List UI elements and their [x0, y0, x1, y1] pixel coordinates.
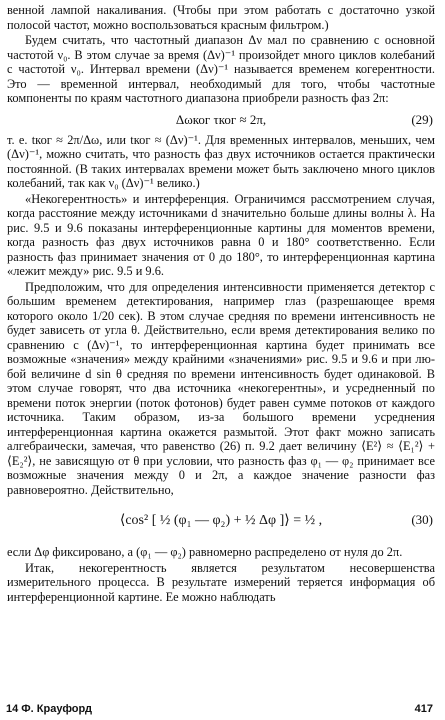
- page-body: [7, 3, 435, 604]
- paragraph-1: венной лампой накаливания. (Чтобы при этом работать с достаточно узкой полосой частот, можно воспользоваться красным фильтром.): [7, 3, 435, 32]
- page-footer: [6, 703, 433, 717]
- equation-29-expression: Δωког τког ≈ 2π,: [175, 111, 267, 127]
- paragraph-7: Итак, некогерентность является результатом несовершенства измерительного процесса. В результате измерений теряется информация об интерференционной картине. Ее можно наблюдать: [7, 560, 435, 604]
- equation-30: [7, 501, 435, 541]
- paragraph-6: если Δφ фиксировано, а (φ₁ — φ₂) равномерно распределено от нуля до 2π.: [7, 545, 403, 559]
- paragraph-5: Предположим, что для определения интенсивности применяется детектор с большим временем детектирования, например глаз (разрешающее время которого около 1/20 сек). В этом случае средняя по времени интенсивность не будет зависеть от угла θ. Действительно, если время детектирования велико по сравнению с (Δν)⁻¹, то интерференционная картина будет принимать все возможные «значения» между крайними «значениями» рис. 9.5 и 9.6 и при любой величине d sin θ средняя по времени интенсивность будет одинаковой. В этом случае говорят, что два источника «некогерентны», и усредненный по времени поток энергии (поток фотонов) будет равен сумме потоков от каждого источника. Таким образом, из-за большого времени усреднения интерференционная картина окажется размытой. Этот факт можно записать алгебраически, замечая, что равенство (26) п. 9.2 дает величину ⟨E²⟩ ≈ ⟨E₁²⟩ + ⟨E₂²⟩, не зависящую от θ при условии, что разность фаз φ₁ — φ₂ принимает все возможные значения между 0 и 2π, а каждое значение разности фаз равновероятно. Действительно,: [7, 279, 435, 497]
- paragraph-4: «Некогерентность» и интерференция. Ограничимся рассмотрением случая, когда расстояние между источниками d значительно больше длины волны λ. На рис. 9.5 и 9.6 показаны интерференционные картины для моментов времени, когда разность фаз двух источников равна 0 и 180° соответственно. Если разность фаз принимает значения от 0 до 180°, то интерференционная картина «лежит между» рис. 9.5 и 9.6.: [7, 191, 435, 278]
- paragraph-2: Будем считать, что частотный диапазон Δν мал по сравнению с основной частотой ν₀. В этом случае за время (Δν)⁻¹ произойдет много циклов колебаний с частотой ν₀. Интервал времени (Δν)⁻¹ называется временем когерентности. Это — временной интервал, необходимый для того, чтобы частотные компоненты по краям частотного диапазона приобрели разность фаз 2π:: [7, 33, 435, 105]
- page-number: 417: [414, 703, 433, 715]
- paragraph-3: т. е. tког ≈ 2π/Δω, или tког ≈ (Δν)⁻¹. Для временных интервалов, меньших, чем (Δν)⁻¹, можно считать, что разность фаз двух источников остается практически постоянной. (В таких интервалах времени может быть заключено много циклов колебаний, так как ν₀ (Δν)⁻¹ велико.): [7, 132, 435, 190]
- equation-29: [7, 109, 435, 131]
- equation-29-number: (29): [411, 111, 433, 127]
- equation-30-expression: ⟨cos² [ ½ (φ₁ — φ₂) + ½ Δφ ]⟩ = ½ ,: [119, 513, 323, 528]
- equation-30-number: (30): [411, 512, 433, 527]
- footer-signature: 14 Ф. Крауфорд: [6, 703, 92, 715]
